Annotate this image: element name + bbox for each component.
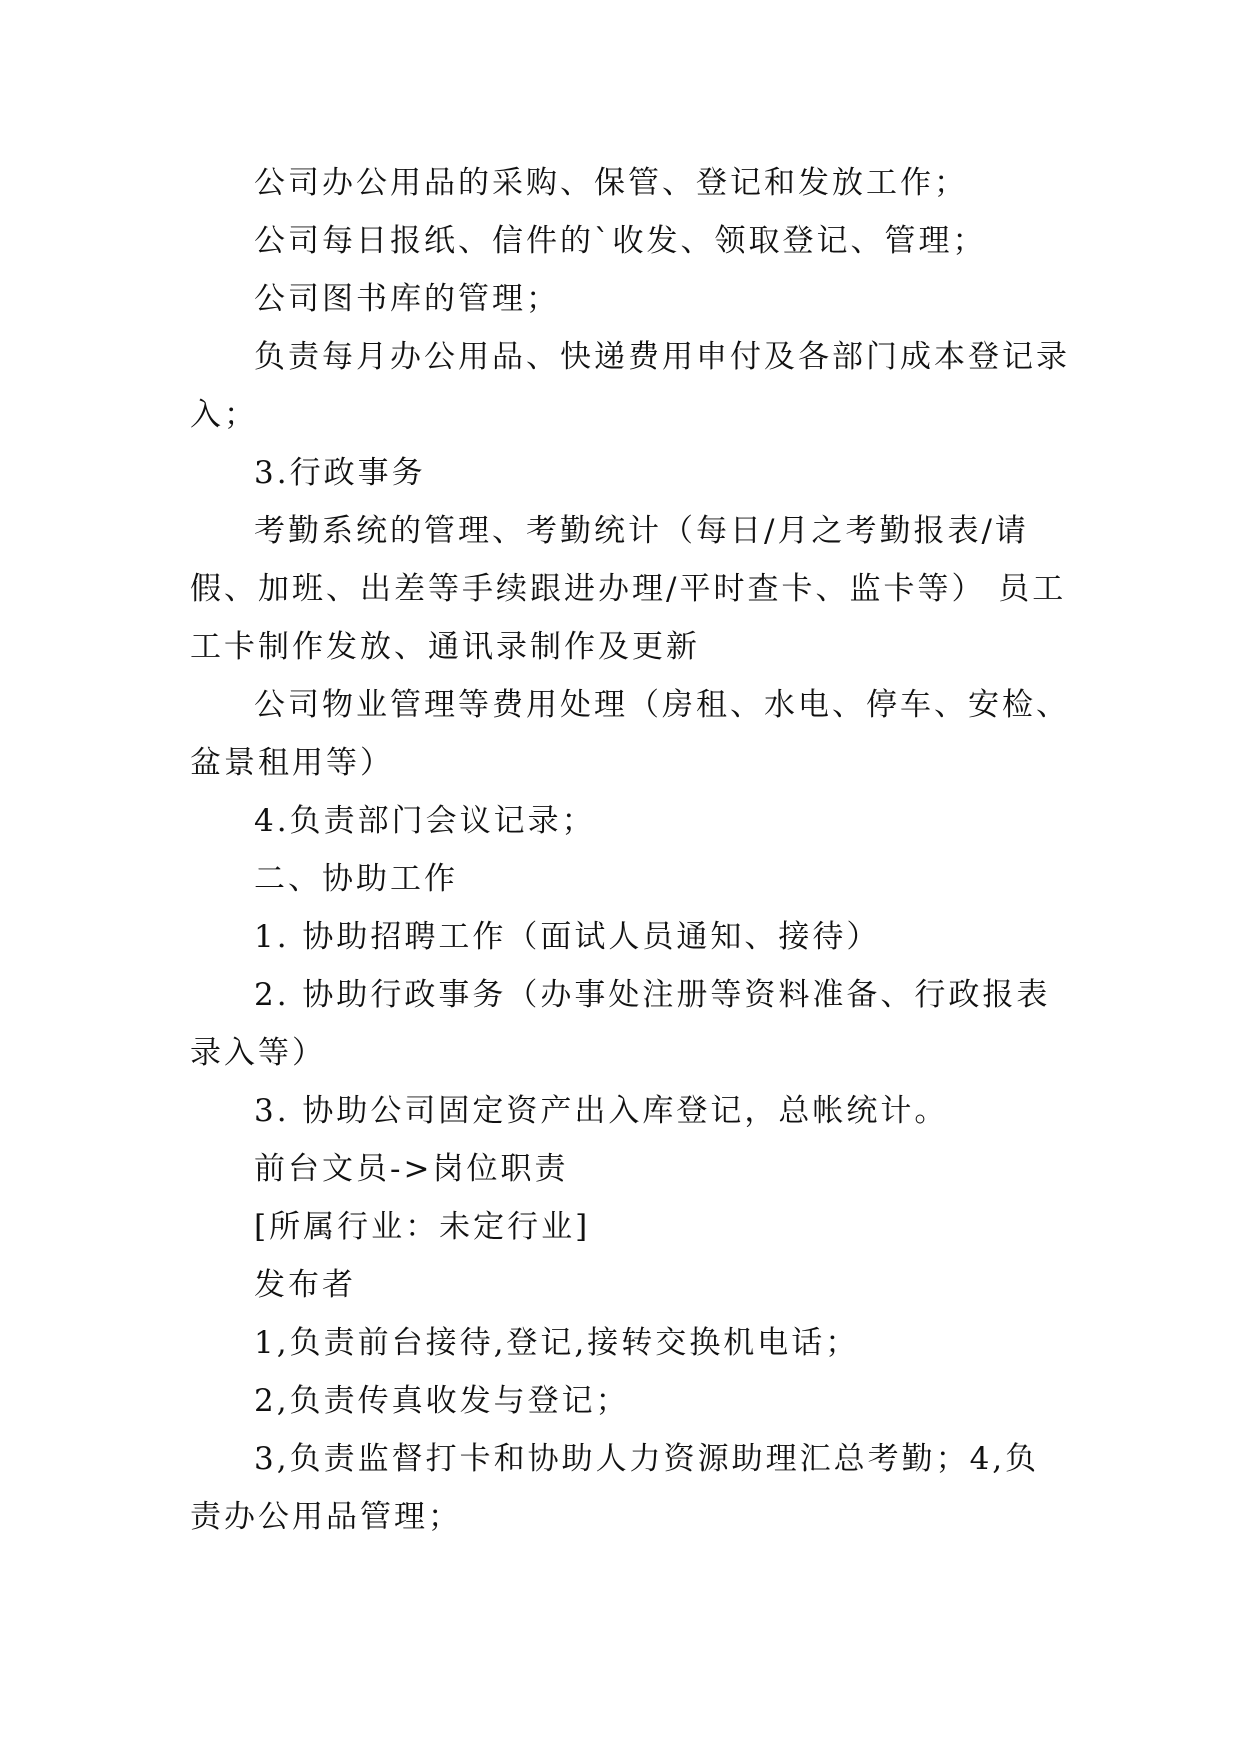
paragraph: 发布者 <box>254 1267 356 1303</box>
paragraph: 4.负责部门会议记录； <box>254 803 596 839</box>
paragraph: 3. 协助公司固定资产出入库登记，总帐统计。 <box>254 1093 949 1129</box>
paragraph: 负责每月办公用品、快递费用申付及各部门成本登记录入； <box>190 339 1070 433</box>
paragraph: 2,负责传真收发与登记； <box>254 1383 630 1419</box>
paragraph: 公司办公用品的采购、保管、登记和发放工作； <box>254 165 968 201</box>
paragraph: [所属行业：未定行业] <box>254 1209 591 1245</box>
paragraph: 1. 协助招聘工作（面试人员通知、接待） <box>254 919 881 955</box>
paragraph: 公司物业管理等费用处理（房租、水电、停车、安检、盆景租用等） <box>190 687 1070 781</box>
section-heading: 3.行政事务 <box>254 455 426 491</box>
paragraph: 公司每日报纸、信件的`收发、领取登记、管理； <box>254 223 987 259</box>
section-heading: 二、协助工作 <box>254 861 458 897</box>
paragraph: 1,负责前台接待,登记,接转交换机电话； <box>254 1325 860 1361</box>
paragraph: 3,负责监督打卡和协助人力资源助理汇总考勤；4,负责办公用品管理； <box>190 1441 1040 1535</box>
document-body <box>190 154 1070 1546</box>
paragraph: 2. 协助行政事务（办事处注册等资料准备、行政报表录入等） <box>190 977 1051 1071</box>
paragraph: 公司图书库的管理； <box>254 281 560 317</box>
section-heading: 前台文员->岗位职责 <box>254 1151 569 1187</box>
paragraph: 考勤系统的管理、考勤统计（每日/月之考勤报表/请假、加班、出差等手续跟进办理/平时查卡、监卡等） 员工工卡制作发放、通讯录制作及更新 <box>190 513 1067 665</box>
